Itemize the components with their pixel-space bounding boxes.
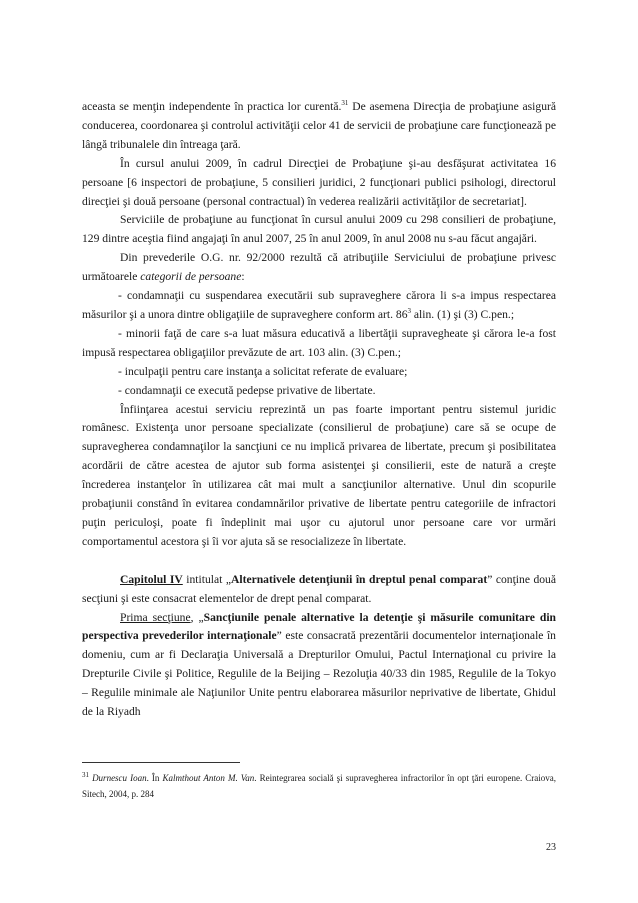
section-title: Sancţiunile penale alternative la detenţie şi măsurile comunitare din perspectiva prevederilor internaţionale bbox=[82, 610, 556, 643]
footnote-number: 31 bbox=[82, 771, 89, 779]
paragraph-chapter: Capitolul IV intitulat „Alternativele detenţiunii în dreptul penal comparat” conţine două secţiuni şi este consacrat elementelor de drept penal comparat. bbox=[82, 572, 557, 605]
list-item: - condamnaţii ce execută pedepse privative de libertate. bbox=[118, 383, 376, 397]
footnote-ref[interactable]: 31 bbox=[341, 99, 349, 108]
body-text bbox=[82, 98, 556, 722]
list-item: - inculpaţii pentru care instanţa a solicitat referate de evaluare; bbox=[118, 364, 408, 378]
paragraph-5: Înfiinţarea acestui serviciu reprezintă un pas foarte important pentru sistemul juridic românesc. Existenţa unor persoane specializate (consilierul de probaţiune) care să se ocupe de supravegherea condamnaţilor la sancţiuni ce nu implică privarea de libertate, precum şi posibilitatea acordării de către acestea de ajutor sub forma asistenţei şi consilierii, este de natură a creşte încrederea instanţelor în utilizarea cât mai mult a sancţiunilor alternative. Unul din scopurile probaţiunii constând în evitarea condamnărilor privative de libertate pentru categoriile de infractori puţin periculoşi, poate fi îndeplinit mai uşor cu ajutorul unor persoane care vor urmări comportamentul acestora şi îi vor ajuta să se resocializeze în libertate. bbox=[82, 402, 556, 548]
footnote-divider bbox=[82, 762, 240, 763]
chapter-label: Capitolul IV bbox=[120, 572, 183, 586]
footnote-author: Durnescu Ioan bbox=[92, 773, 147, 783]
paragraph-4: Din prevederile O.G. nr. 92/2000 rezultă că atribuţiile Serviciului de probaţiune privesc următoarele categorii de persoane: bbox=[82, 251, 556, 284]
footnote-editors: Kalmthout Anton M. Van bbox=[162, 773, 255, 783]
list-item: - condamnaţii cu suspendarea executării sub supraveghere cărora li s-a impus respectarea măsurilor şi a unora dintre obligaţiile de supraveghere conform art. $86^3$ alin. (1) şi (3) C.pen.; bbox=[82, 289, 556, 321]
paragraph-2: În cursul anului 2009, în cadrul Direcţiei de Probaţiune şi-au desfăşurat activitatea 16 persoane [6 inspectori de probaţiune, 5 consilieri juridici, 2 funcţionari publici psihologi, directorul direcţiei şi două persoane (personal contractual) în vederea realizării activităţilor de secretariat]. bbox=[82, 156, 556, 208]
page-number: 23 bbox=[546, 842, 556, 853]
paragraph-3: Serviciile de probaţiune au funcţionat în cursul anului 2009 cu 298 consilieri de probaţiune, 129 dintre aceştia fiind angajaţi în anul 2007, 25 în anul 2009, în anul 2008 nu s-au făcut angajări. bbox=[82, 213, 556, 246]
paragraph-gap bbox=[82, 552, 556, 571]
chapter-title: Alternativele detenţiunii în dreptul penal comparat bbox=[230, 572, 488, 586]
emphasis-text: categorii de persoane bbox=[140, 270, 242, 284]
footnote: $^{31}$ Durnescu Ioan. În Kalmthout Anton M. Van. Reintegrarea socială şi supravegherea infractorilor în opt ţări europene. Craiova, Sitech, 2004, p. 284 bbox=[82, 771, 557, 799]
list-item: - minorii faţă de care s-a luat măsura educativă a libertăţii supravegheate şi cărora le-a fost impusă respectarea obligaţiilor prevăzute de art. 103 alin. (3) C.pen.; bbox=[82, 326, 556, 359]
paragraph-section: Prima secţiune, „Sancţiunile penale alternative la detenţie şi măsurile comunitare din perspectiva prevederilor internaţionale” este consacrată prezentării documentelor internaţionale în domeniu, cum ar fi Declaraţia Universală a Drepturilor Omului, Pactul Internaţional cu privire la Drepturile Civile şi Politice, Regulile de la Beijing – Rezoluţia 40/33 din 1985, Regulile de la Tokyo – Regulile minimale ale Naţiunilor Unite pentru elaborarea măsurilor neprivative de libertate, Ghidul de la Riyadh bbox=[82, 610, 556, 719]
section-label: Prima secţiune bbox=[120, 610, 191, 624]
paragraph-1: aceasta se menţin independente în practica lor curentă.$^{31}$ De asemena Direcţia de probaţiune asigură conducerea, coordonarea şi controlul activităţii celor 41 de servicii de probaţiune care funcţionează pe lângă tribunalele din întreaga ţară. bbox=[82, 99, 557, 151]
